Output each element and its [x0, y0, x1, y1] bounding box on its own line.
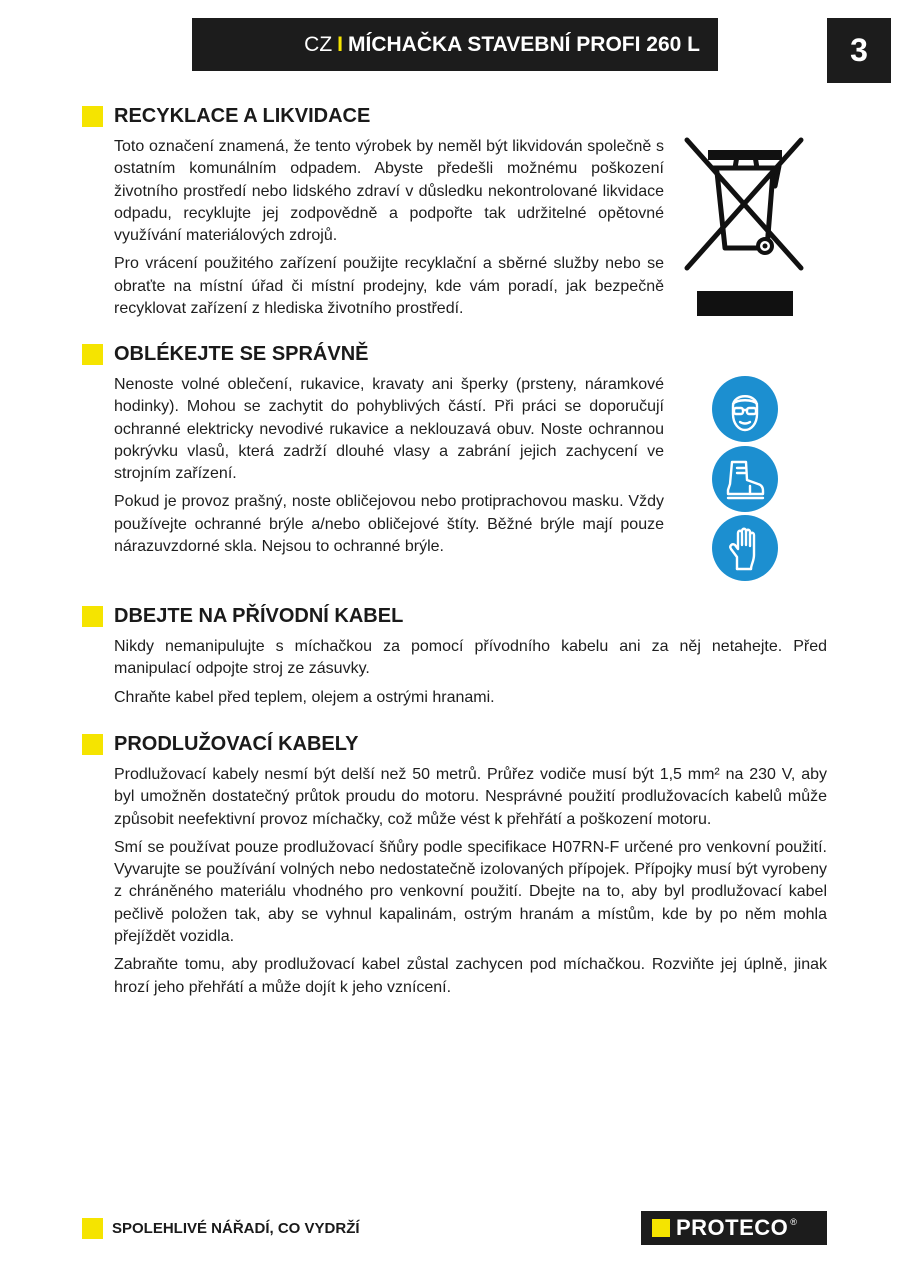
section-title: DBEJTE NA PŘÍVODNÍ KABEL — [114, 604, 404, 627]
registered-mark: ® — [790, 1217, 797, 1227]
footer-slogan: SPOLEHLIVÉ NÁŘADÍ, CO VYDRŽÍ — [112, 1220, 360, 1237]
section-extension-cables — [82, 732, 827, 1005]
footer-marker — [82, 1218, 103, 1239]
ppe-icons — [712, 376, 778, 585]
section-recycling — [82, 104, 664, 326]
protective-glove-icon — [712, 515, 778, 581]
section-marker — [82, 734, 103, 755]
logo-square — [652, 1219, 670, 1237]
paragraph: Toto označení znamená, že tento výrobek by neměl být likvidován společně s ostatním komunálním odpadem. Abyste předešli možnému poškození životního prostředí nebo lidského zdraví v důsledku nekontrolované likvidace odpadu, recyklujte jej zodpovědně a podpořte tak udržitelné opětovné využívání materiálových zdrojů. — [114, 138, 664, 245]
header-separator: I — [337, 32, 344, 56]
paragraph: Chraňte kabel před teplem, olejem a ostrými hranami. — [114, 688, 495, 706]
paragraph: Pro vrácení použitého zařízení použijte recyklační a sběrné služby nebo se obraťte na místní úřad či místní prodejny, kde vám poradí, jak bezpečně recyklovat zařízení z hlediska životního prostředí. — [114, 255, 664, 318]
header-bar — [192, 18, 718, 71]
section-title: OBLÉKEJTE SE SPRÁVNĚ — [114, 342, 369, 365]
section-title: RECYKLACE A LIKVIDACE — [114, 104, 371, 127]
logo-text: PROTECO — [676, 1215, 789, 1240]
section-marker — [82, 606, 103, 627]
safety-boot-icon — [712, 446, 778, 512]
paragraph: Nikdy nemanipulujte s míchačkou za pomocí přívodního kabelu ani za něj netahejte. Před manipulací odpojte stroj ze zásuvky. — [114, 638, 827, 678]
paragraph: Pokud je provoz prašný, noste obličejovou nebo protiprachovou masku. Vždy používejte ochranné brýle a/nebo obličejové štíty. Běžné brýle mají pouze nárazuvzdorné skla. Nejsou to ochranné brýle. — [114, 493, 664, 556]
paragraph: Nenoste volné oblečení, rukavice, kravaty ani šperky (prsteny, náramkové hodinky). Mohou se zachytit do pohyblivých částí. Při práci se doporučují ochranné elektricky nevodivé rukavice a neklouzavá obuv. Noste ochrannou pokrývku vlasů, která zadrží dlouhé vlasy a zabrání jejich zachycení ve strojním zařízení. — [114, 376, 664, 483]
section-marker — [82, 106, 103, 127]
weee-bin-icon — [683, 136, 807, 318]
section-power-cable — [82, 604, 827, 715]
section-clothing — [82, 342, 664, 564]
page-number: 3 — [827, 18, 891, 83]
section-title: PRODLUŽOVACÍ KABELY — [114, 732, 359, 755]
document-title: MÍCHAČKA STAVEBNÍ PROFI 260 L — [348, 32, 700, 56]
face-protection-icon — [712, 376, 778, 442]
section-marker — [82, 344, 103, 365]
paragraph: Prodlužovací kabely nesmí být delší než 50 metrů. Průřez vodiče musí být 1,5 mm² na 230 V, aby byl umožněn dostatečný průtok proudu do motoru. Nesprávné použití prodlužovacích kabelů může způsobit neefektivní provoz míchačky, což může vést k přehřátí a poškození motoru. — [114, 766, 827, 828]
paragraph: Smí se používat pouze prodlužovací šňůry podle specifikace H07RN-F určené pro venkovní použití. Vyvarujte se používání volných nebo nedostatečně izolovaných přípojek. Přípojky musí být vyrobeny z chráněného materiálu vhodného pro venkovní použití. Dbejte na to, aby byl prodlužovací kabel pečlivě položen tak, aby se vyhnul kapalinám, ostrým hranám a místům, kde by po něm mohla přejíždět vozidla. — [114, 838, 827, 946]
paragraph: Zabraňte tomu, aby prodlužovací kabel zůstal zachycen pod míchačkou. Rozviňte jej úplně, jinak hrozí jeho přehřátí a může dojít k jeho vznícení. — [114, 956, 827, 996]
language-code: CZ — [304, 32, 333, 56]
proteco-logo — [641, 1211, 827, 1245]
